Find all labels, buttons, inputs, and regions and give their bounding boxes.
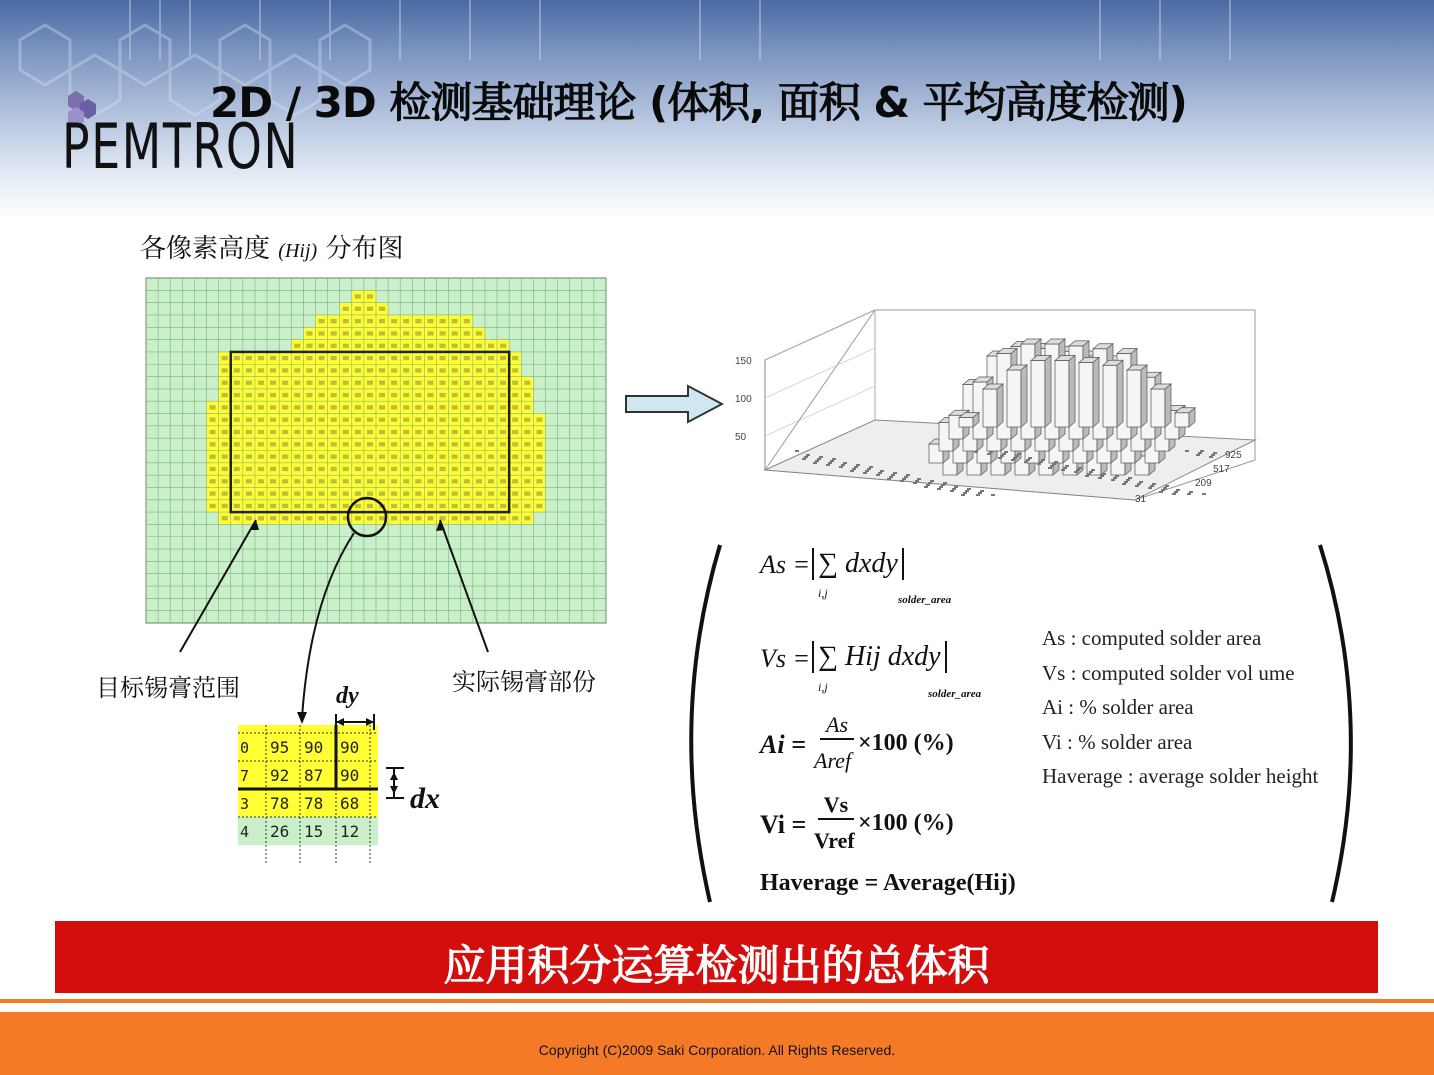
zoom-cell-value: 15 [304,822,324,841]
zoom-cell-value: 78 [304,794,324,813]
legend-h-average: Haverage : average solder height [1042,764,1319,788]
conclusion-text: 应用积分运算检测出的总体积 [443,941,990,990]
heatmap-caption-main: 各像素高度 [140,234,271,264]
legend-vi: Vi : % solder area [1042,730,1193,754]
height-3d-bar-chart [735,300,1295,530]
arrow-right-icon [626,384,726,424]
formula-as-sub: i,j [818,586,828,600]
zoom-cell-value: 26 [270,822,290,841]
z-tick-label: 50 [735,432,747,443]
formula-h-average: Haverage = Average(Hij) [760,870,1016,896]
zoom-cell-value: 90 [340,738,360,757]
actual-portion-label: 实际锡膏部份 [452,668,596,696]
footer-divider [0,999,1434,1003]
legend-as: As : computed solder area [1042,626,1262,650]
zoom-cell-value: 3 [240,795,250,813]
heatmap-caption [140,228,403,265]
depth-tick-label: 925 [1225,450,1242,461]
copyright-text: Copyright (C)2009 Saki Corporation. All Rights Reserved. [538,1042,896,1058]
formula-vi-den: Vref [814,828,855,853]
dx-dy-dimension-markers [330,710,530,830]
footer-band [0,1012,1434,1075]
formula-ai-den: Aref [814,748,852,773]
formula-as-bound: solder_area [898,594,952,606]
formula-as-rhs: ∑ dxdy [812,548,904,580]
height-distribution-grid [146,278,606,623]
formula-vs-rhs: ∑ Hij dxdy [812,641,947,673]
zoom-cell-value: 95 [270,738,290,757]
zoom-cell-value: 7 [240,767,250,785]
zoom-cell-value: 0 [240,739,250,757]
formula-vs-bound: solder_area [928,688,982,700]
legend-ai: Ai : % solder area [1042,695,1194,719]
zoom-cell-value: 4 [240,823,250,841]
zoom-cell-value: 90 [340,766,360,785]
z-tick-label: 100 [735,394,752,405]
formula-vi-tail: ×100 (%) [858,810,954,836]
formula-vi-lhs: Vi = [760,810,807,839]
zoom-cell-value: 68 [340,794,360,813]
depth-tick-label: 517 [1213,464,1230,475]
formula-ai-lhs: Ai = [760,730,806,759]
zoom-cell-value: 87 [304,766,324,785]
formula-parentheses [690,540,1390,910]
formula-as-lhs: As = [760,550,811,579]
formula-ai-tail: ×100 (%) [858,730,954,756]
dy-label: dy [336,683,359,709]
zoom-cell-value: 78 [270,794,290,813]
formula-ai-num: As [820,712,854,740]
z-tick-label: 150 [735,356,752,367]
zoom-cell-value: 12 [340,822,360,841]
legend-vs: Vs : computed solder vol ume [1042,661,1295,685]
heatmap-caption-var: (Hij) [278,240,318,262]
depth-tick-label: 209 [1195,478,1212,489]
conclusion-banner [55,921,1378,993]
heatmap-caption-tail: 分布图 [325,234,404,264]
formula-vs-lhs: Vs = [760,644,811,673]
formula-vs-sub: i,j [818,680,828,694]
slide-title: 2D / 3D 检测基础理论 (体积, 面积 & 平均高度检测) [210,78,1187,127]
formula-vi-num: Vs [818,792,854,820]
depth-tick-label: 31 [1135,494,1147,505]
zoom-cell-value: 90 [304,738,324,757]
logo-text: PEMTRON [62,110,300,183]
zoom-cell-value: 92 [270,766,290,785]
target-range-label: 目标锡膏范围 [96,674,240,702]
dx-label: dx [410,782,440,815]
